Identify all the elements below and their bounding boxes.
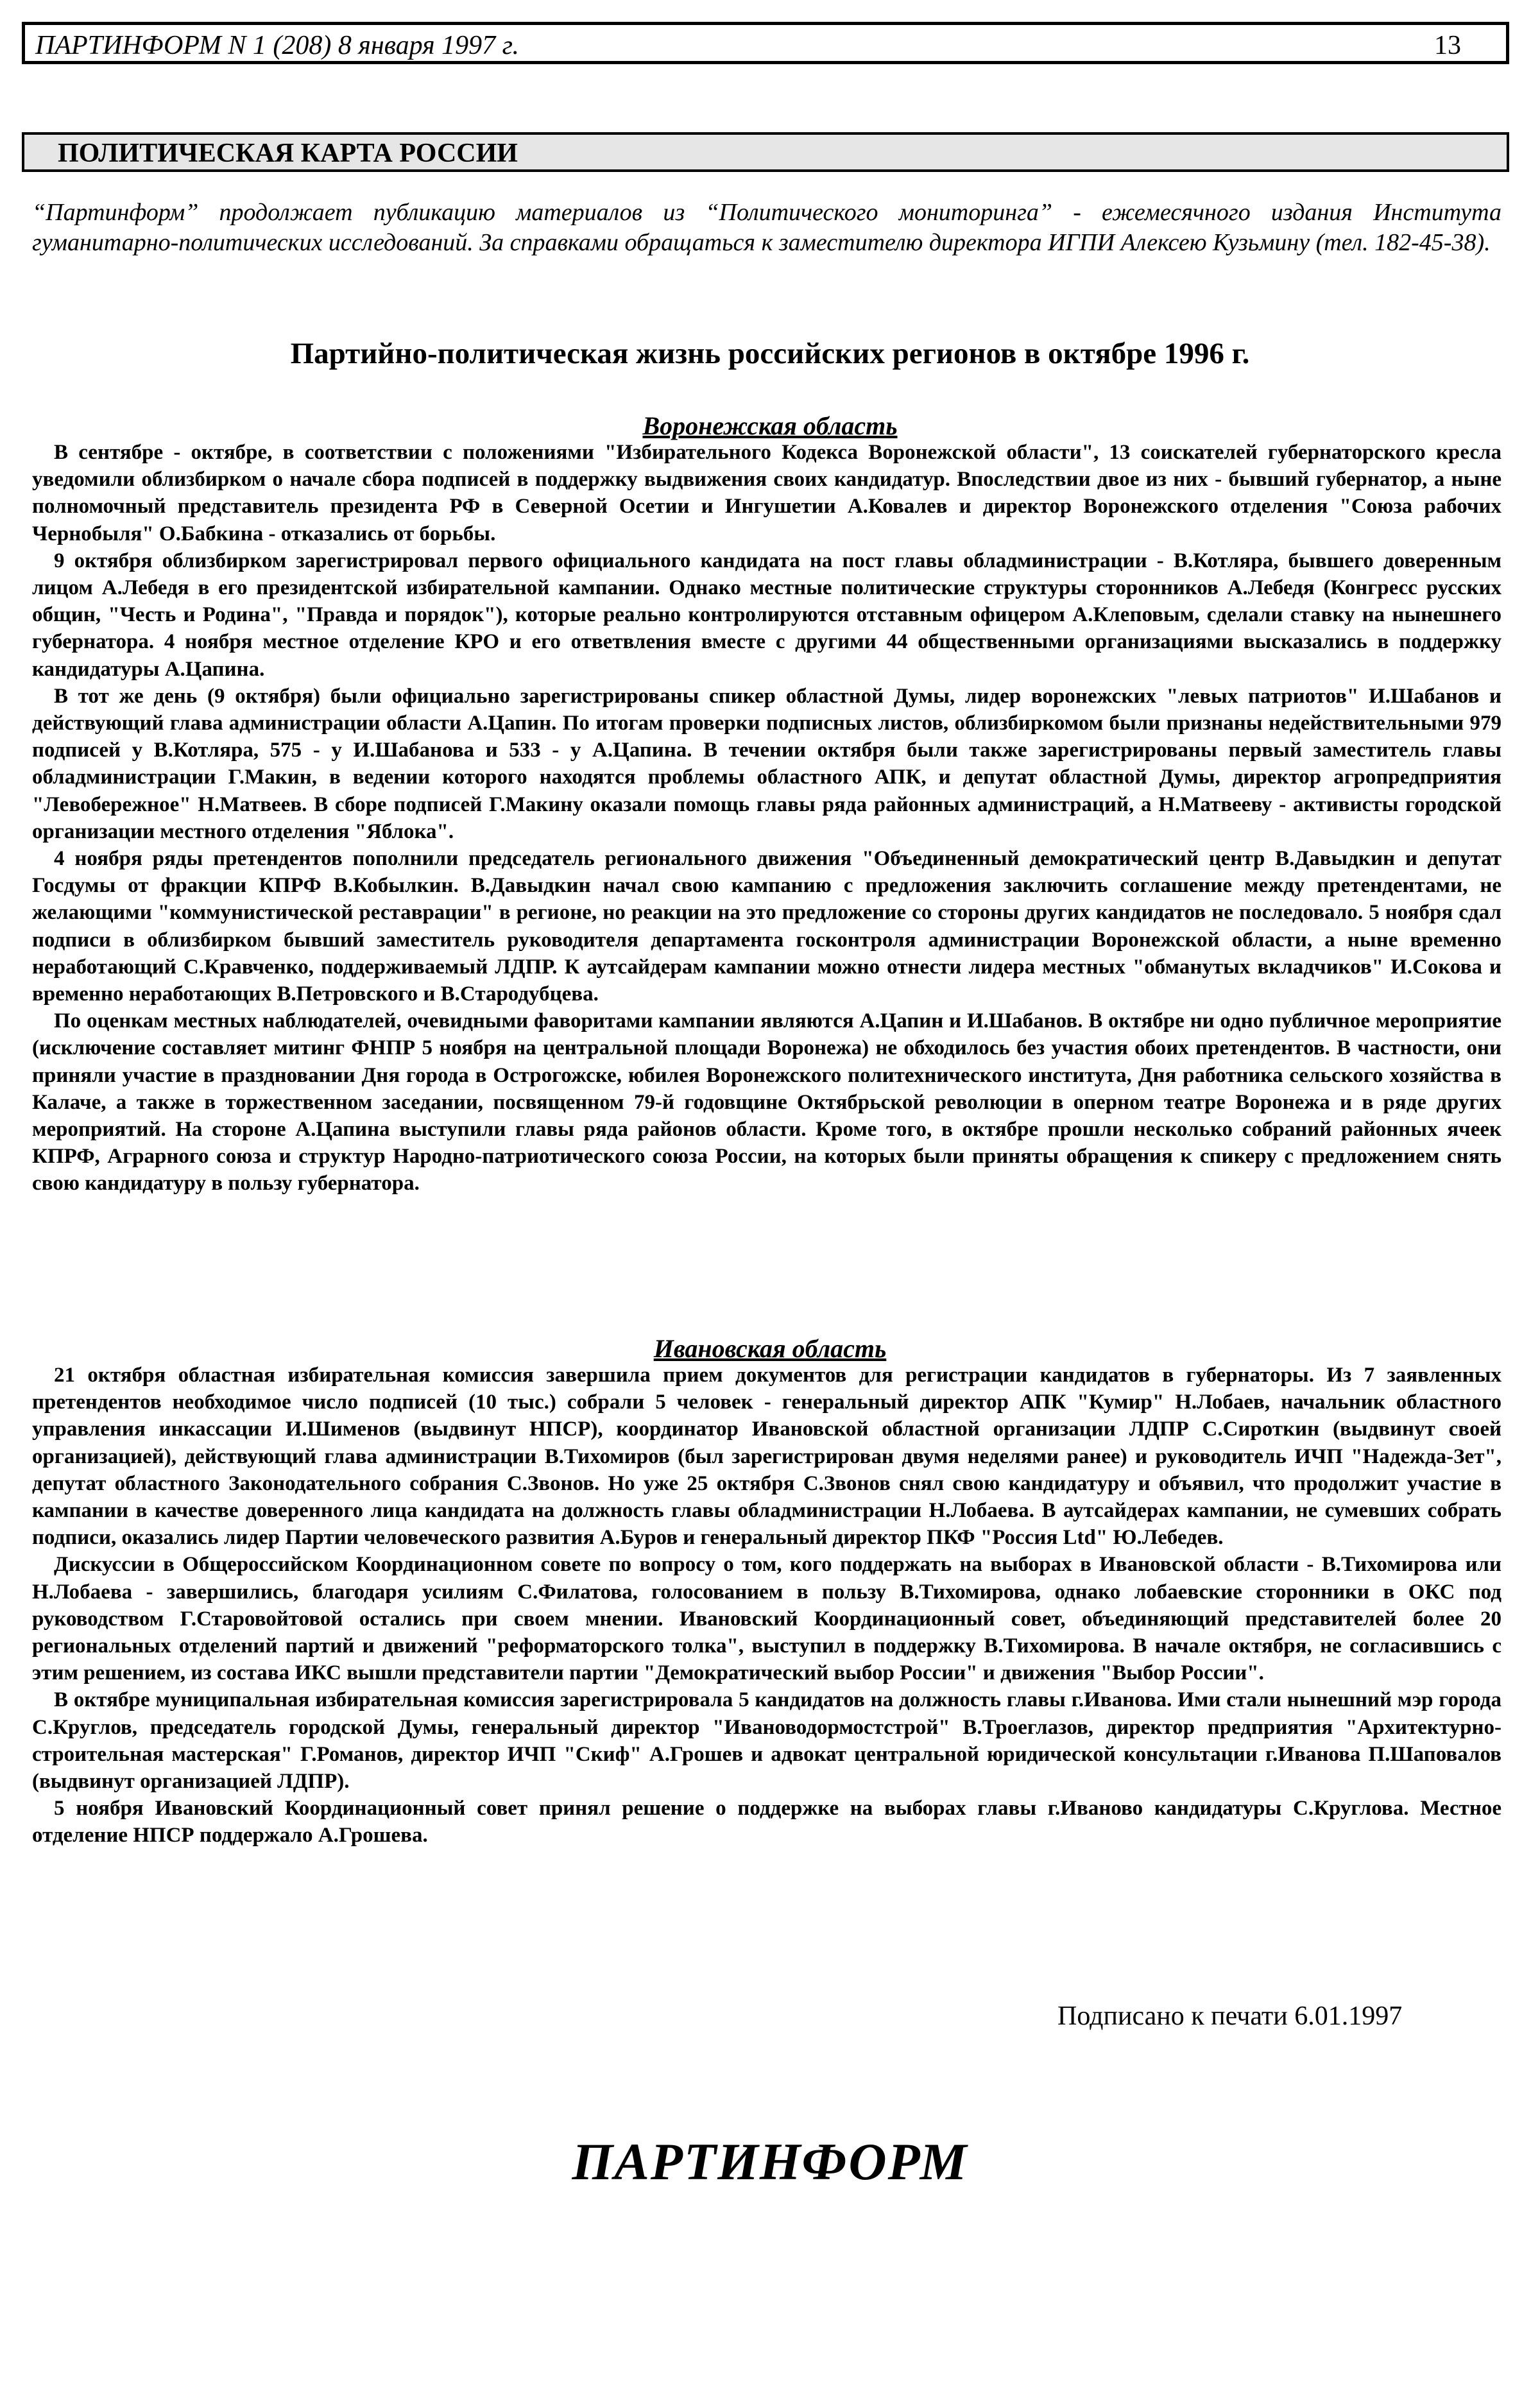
intro-paragraph: “Партинформ” продолжает публикацию материалов из “Политического мониторинга” - ежемесячного издания Института гуманитарно-политических исследований. За справками обращаться к заместителю директора ИГПИ Алексею Кузьмину (тел. 182-45-38). (32, 199, 1502, 256)
footer-publication-logo: ПАРТИНФОРМ (572, 2132, 968, 2191)
page-number: 13 (1434, 31, 1461, 60)
publication-issue-title: ПАРТИНФОРМ N 1 (208) 8 января 1997 г. (35, 31, 519, 60)
paragraph: 5 ноября Ивановский Координационный совет принял решение о поддержке на выборах главы г.Иваново кандидатуры С.Круглова. Местное отделение НПСР поддержало А.Грошева. (32, 1797, 1502, 1847)
signed-for-print-note: Подписано к печати 6.01.1997 (1057, 2001, 1403, 2031)
paragraph: В октябре муниципальная избирательная комиссия зарегистрировала 5 кандидатов на должность главы г.Иванова. Ими стали нынешний мэр города С.Круглов, председатель городской Думы, генеральный директор "Ивановодормостстрой" В.Троеглазов, директор предприятия "Архитектурно-строительная мастерская" Г.Романов, директор ИЧП "Скиф" А.Грошев и адвокат центральной юридической консультации г.Иванова П.Шаповалов (выдвинут организацией ЛДПР). (32, 1688, 1502, 1794)
paragraph: 9 октября облизбирком зарегистрировал первого официального кандидата на пост главы обладминистрации - В.Котляра, бывшего доверенным лицом А.Лебедя в его президентской избирательной кампании. Однако местные политические структуры сторонников А.Лебедя (Конгресс русских общин, "Честь и Родина", "Правда и порядок"), которые реально контролируются отставным офицером А.Клеповым, сделали ставку на нынешнего губернатора. 4 ноября местное отделение КРО и его ответвления вместе с другими 44 общественными организациями высказались в поддержку кандидатуры А.Цапина. (32, 549, 1502, 681)
section-header-bar (22, 132, 1509, 172)
article-title: Партийно-политическая жизнь российских регионов в октябре 1996 г. (290, 337, 1250, 370)
paragraph: 21 октября областная избирательная комиссия завершила прием документов для регистрации кандидатов в губернаторы. Из 7 заявленных претендентов необходимое число подписей (10 тыс.) собрали 5 человек - генеральный директор АПК "Кумир" Н.Лобаев, начальник областного управления инкассации И.Шименов (выдвинут НПСР), координатор Ивановской областной организации ЛДПР С.Сироткин (выдвинут своей организацией), действующий глава администрации В.Тихомиров (был зарегистрирован двумя неделями ранее) и руководитель ИЧП "Надежда-Зет", депутат областного Законодательного собрания С.Звонов. Но уже 25 октября С.Звонов снял свою кандидатуру и объявил, что продолжит участие в кампании в качестве доверенного лица кандидата на должность главы обладминистрации Н.Лобаева. В аутсайдерах кампании, не сумевших собрать подписи, оказались лидер Партии человеческого развития А.Буров и генеральный директор ПКФ "Россия Ltd" Ю.Лебедев. (32, 1364, 1502, 1550)
paragraph: В тот же день (9 октября) были официально зарегистрированы спикер областной Думы, лидер воронежских "левых патриотов" И.Шабанов и действующий глава администрации области А.Цапин. По итогам проверки подписных листов, облизбиркомом были признаны недействительными 979 подписей у В.Котляра, 575 - у И.Шабанова и 533 - у А.Цапина. В течении октября были также зарегистрированы первый заместитель главы обладминистрации Г.Макин, в ведении которого находятся проблемы областного АПК, и депутат областной Думы, директор агропредприятия "Левобережное" Н.Матвеев. В сборе подписей Г.Макину оказали помощь главы ряда районных администраций, а Н.Матвееву - активисты городской организации местного отделения "Яблока". (32, 684, 1502, 843)
page-header (22, 22, 1509, 64)
paragraph: В сентябре - октябре, в соответствии с положениями "Избирательного Кодекса Воронежской области", 13 соискателей губернаторского кресла уведомили облизбирком о начале сбора подписей в поддержку выдвижения своих кандидатур. Впоследствии двое из них - бывший губернатор, а ныне полномочный представитель президента РФ в Северной Осетии и Ингушетии А.Ковалев и директор Воронежского отделения "Союза рабочих Чернобыля" О.Бабкина - отказались от борьбы. (32, 441, 1502, 545)
section-title: ПОЛИТИЧЕСКАЯ КАРТА РОССИИ (58, 139, 518, 168)
region-body-voronezh (32, 439, 1502, 1197)
paragraph: По оценкам местных наблюдателей, очевидными фаворитами кампании являются А.Цапин и И.Шабанов. В октябре ни одно публичное мероприятие (исключение составляет митинг ФНПР 5 ноября на центральной площади Воронежа) не обходилось без участия обоих претендентов. В частности, они приняли участие в праздновании Дня города в Острогожске, юбилея Воронежского политехнического института, Дня работника сельского хозяйства в Калаче, а также в торжественном заседании, посвященном 79-й годовщине Октябрьской революции в оперном театре Воронежа и в ряде других мероприятий. На стороне А.Цапина выступили главы ряда районов области. Кроме того, в октябре прошли несколько собраний районных ячеек КПРФ, Аграрного союза и структур Народно-патриотического союза России, на которых были приняты обращения к спикеру с предложением снять свою кандидатуру в пользу губернатора. (32, 1009, 1502, 1195)
paragraph: 4 ноября ряды претендентов пополнили председатель регионального движения "Объединенный демократический центр В.Давыдкин и депутат Госдумы от фракции КПРФ В.Кобылкин. В.Давыдкин начал свою кампанию с предложения заключить соглашение между претендентами, не желающими "коммунистической реставрации" в регионе, но реакции на это предложение со стороны других кандидатов не последовало. 5 ноября сдал подписи в облизбирком бывший заместитель руководителя департамента госконтроля администрации Воронежской области, а ныне временно неработающий С.Кравченко, поддерживаемый ЛДПР. К аутсайдерам кампании можно отнести лидера местных "обманутых вкладчиков" И.Сокова и временно неработающих В.Петровского и В.Стародубцева. (32, 847, 1502, 1006)
paragraph: Дискуссии в Общероссийском Координационном совете по вопросу о том, кого поддержать на выборах в Ивановской области - В.Тихомирова или Н.Лобаева - завершились, благодаря усилиям С.Филатова, голосованием в пользу В.Тихомирова, однако лобаевские сторонники в ОКС под руководством Г.Старовойтовой остались при своем мнении. Ивановский Координационный совет, объединяющий представителей более 20 региональных отделений партий и движений "реформаторского толка", выступил в поддержку В.Тихомирова. В начале октября, не согласившись с этим решением, из состава ИКС вышли представители партии "Демократический выбор России" и движения "Выбор России". (32, 1553, 1502, 1685)
region-body-ivanovo (32, 1362, 1502, 1849)
region-title-ivanovo: Ивановская область (653, 1334, 887, 1363)
region-title-voronezh: Воронежская область (642, 411, 898, 440)
